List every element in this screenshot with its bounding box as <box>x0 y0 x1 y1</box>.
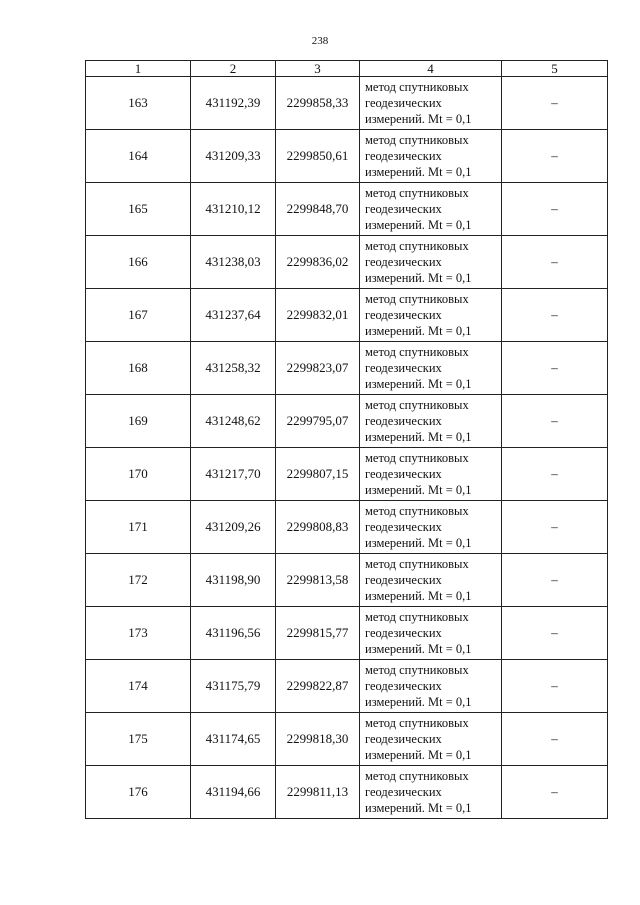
column-header: 5 <box>502 61 608 77</box>
method-text-line: измерений. Mt = 0,1 <box>365 271 472 285</box>
coordinate-x-cell: 431217,70 <box>191 448 276 501</box>
method-text-line: метод спутниковых <box>365 769 469 783</box>
point-number-cell: 173 <box>86 607 191 660</box>
description-cell: – <box>502 289 608 342</box>
method-text-line: геодезических <box>365 467 442 481</box>
table-row <box>86 236 608 289</box>
method-cell <box>360 448 502 501</box>
method-text-line: метод спутниковых <box>365 663 469 677</box>
coordinate-y-cell: 2299813,58 <box>276 554 360 607</box>
description-cell: – <box>502 395 608 448</box>
method-cell <box>360 766 502 819</box>
table-row <box>86 289 608 342</box>
coordinate-x-cell: 431210,12 <box>191 183 276 236</box>
method-cell <box>360 607 502 660</box>
description-cell: – <box>502 766 608 819</box>
table-row <box>86 501 608 554</box>
method-text-line: измерений. Mt = 0,1 <box>365 324 472 338</box>
coordinate-x-cell: 431248,62 <box>191 395 276 448</box>
method-text-line: геодезических <box>365 308 442 322</box>
method-text-line: геодезических <box>365 520 442 534</box>
point-number-cell: 167 <box>86 289 191 342</box>
coordinate-x-cell: 431175,79 <box>191 660 276 713</box>
point-number-cell: 174 <box>86 660 191 713</box>
coordinate-y-cell: 2299811,13 <box>276 766 360 819</box>
method-text-line: геодезических <box>365 785 442 799</box>
point-number-cell: 171 <box>86 501 191 554</box>
method-cell <box>360 130 502 183</box>
method-cell <box>360 77 502 130</box>
coordinate-y-cell: 2299858,33 <box>276 77 360 130</box>
column-header: 4 <box>360 61 502 77</box>
method-text-line: метод спутниковых <box>365 610 469 624</box>
method-cell <box>360 342 502 395</box>
table-row <box>86 183 608 236</box>
coordinate-x-cell: 431198,90 <box>191 554 276 607</box>
method-cell <box>360 183 502 236</box>
description-cell: – <box>502 342 608 395</box>
method-cell <box>360 289 502 342</box>
method-text-line: измерений. Mt = 0,1 <box>365 536 472 550</box>
method-text-line: метод спутниковых <box>365 345 469 359</box>
point-number-cell: 169 <box>86 395 191 448</box>
table-row <box>86 130 608 183</box>
method-text-line: измерений. Mt = 0,1 <box>365 218 472 232</box>
point-number-cell: 164 <box>86 130 191 183</box>
point-number-cell: 163 <box>86 77 191 130</box>
method-text-line: геодезических <box>365 732 442 746</box>
method-text-line: геодезических <box>365 573 442 587</box>
coordinate-x-cell: 431238,03 <box>191 236 276 289</box>
point-number-cell: 166 <box>86 236 191 289</box>
page-number: 238 <box>311 35 329 47</box>
method-text-line: измерений. Mt = 0,1 <box>365 165 472 179</box>
column-header: 1 <box>86 61 191 77</box>
description-cell: – <box>502 501 608 554</box>
table-body <box>86 77 608 819</box>
method-text-line: метод спутниковых <box>365 239 469 253</box>
coordinate-y-cell: 2299823,07 <box>276 342 360 395</box>
coordinate-x-cell: 431174,65 <box>191 713 276 766</box>
coordinate-y-cell: 2299822,87 <box>276 660 360 713</box>
method-text-line: измерений. Mt = 0,1 <box>365 589 472 603</box>
table-row <box>86 342 608 395</box>
coordinate-y-cell: 2299832,01 <box>276 289 360 342</box>
method-text-line: метод спутниковых <box>365 292 469 306</box>
description-cell: – <box>502 554 608 607</box>
coordinate-x-cell: 431209,26 <box>191 501 276 554</box>
method-text-line: измерений. Mt = 0,1 <box>365 377 472 391</box>
method-text-line: метод спутниковых <box>365 133 469 147</box>
method-text-line: метод спутниковых <box>365 186 469 200</box>
method-text-line: геодезических <box>365 361 442 375</box>
coordinate-x-cell: 431196,56 <box>191 607 276 660</box>
coordinates-table <box>85 60 608 819</box>
description-cell: – <box>502 607 608 660</box>
point-number-cell: 170 <box>86 448 191 501</box>
method-cell <box>360 554 502 607</box>
point-number-cell: 165 <box>86 183 191 236</box>
table-header-row <box>86 61 608 77</box>
point-number-cell: 172 <box>86 554 191 607</box>
method-text-line: измерений. Mt = 0,1 <box>365 748 472 762</box>
method-cell <box>360 713 502 766</box>
table-row <box>86 395 608 448</box>
method-text-line: геодезических <box>365 255 442 269</box>
method-cell <box>360 660 502 713</box>
point-number-cell: 176 <box>86 766 191 819</box>
method-text-line: метод спутниковых <box>365 451 469 465</box>
coordinate-y-cell: 2299815,77 <box>276 607 360 660</box>
method-text-line: метод спутниковых <box>365 80 469 94</box>
coordinate-y-cell: 2299808,83 <box>276 501 360 554</box>
method-text-line: измерений. Mt = 0,1 <box>365 483 472 497</box>
coordinate-y-cell: 2299818,30 <box>276 713 360 766</box>
table-row <box>86 766 608 819</box>
method-text-line: измерений. Mt = 0,1 <box>365 801 472 815</box>
method-text-line: метод спутниковых <box>365 557 469 571</box>
table-row <box>86 713 608 766</box>
method-text-line: геодезических <box>365 414 442 428</box>
coordinate-x-cell: 431237,64 <box>191 289 276 342</box>
method-text-line: измерений. Mt = 0,1 <box>365 112 472 126</box>
coordinate-x-cell: 431192,39 <box>191 77 276 130</box>
coordinate-y-cell: 2299848,70 <box>276 183 360 236</box>
coordinate-y-cell: 2299836,02 <box>276 236 360 289</box>
table-row <box>86 607 608 660</box>
coordinate-y-cell: 2299795,07 <box>276 395 360 448</box>
method-cell <box>360 236 502 289</box>
description-cell: – <box>502 77 608 130</box>
method-text-line: геодезических <box>365 679 442 693</box>
column-header: 3 <box>276 61 360 77</box>
column-header: 2 <box>191 61 276 77</box>
coordinate-y-cell: 2299850,61 <box>276 130 360 183</box>
description-cell: – <box>502 448 608 501</box>
method-text-line: метод спутниковых <box>365 398 469 412</box>
point-number-cell: 168 <box>86 342 191 395</box>
description-cell: – <box>502 236 608 289</box>
table-row <box>86 554 608 607</box>
coordinate-x-cell: 431209,33 <box>191 130 276 183</box>
method-text-line: измерений. Mt = 0,1 <box>365 695 472 709</box>
description-cell: – <box>502 713 608 766</box>
method-text-line: геодезических <box>365 202 442 216</box>
method-cell <box>360 501 502 554</box>
coordinate-x-cell: 431258,32 <box>191 342 276 395</box>
method-text-line: геодезических <box>365 149 442 163</box>
method-text-line: метод спутниковых <box>365 504 469 518</box>
table-row <box>86 660 608 713</box>
method-text-line: измерений. Mt = 0,1 <box>365 430 472 444</box>
description-cell: – <box>502 183 608 236</box>
table-row <box>86 448 608 501</box>
method-text-line: геодезических <box>365 96 442 110</box>
method-text-line: геодезических <box>365 626 442 640</box>
method-text-line: метод спутниковых <box>365 716 469 730</box>
point-number-cell: 175 <box>86 713 191 766</box>
description-cell: – <box>502 130 608 183</box>
method-cell <box>360 395 502 448</box>
table-row <box>86 77 608 130</box>
method-text-line: измерений. Mt = 0,1 <box>365 642 472 656</box>
coordinate-y-cell: 2299807,15 <box>276 448 360 501</box>
coordinate-x-cell: 431194,66 <box>191 766 276 819</box>
description-cell: – <box>502 660 608 713</box>
